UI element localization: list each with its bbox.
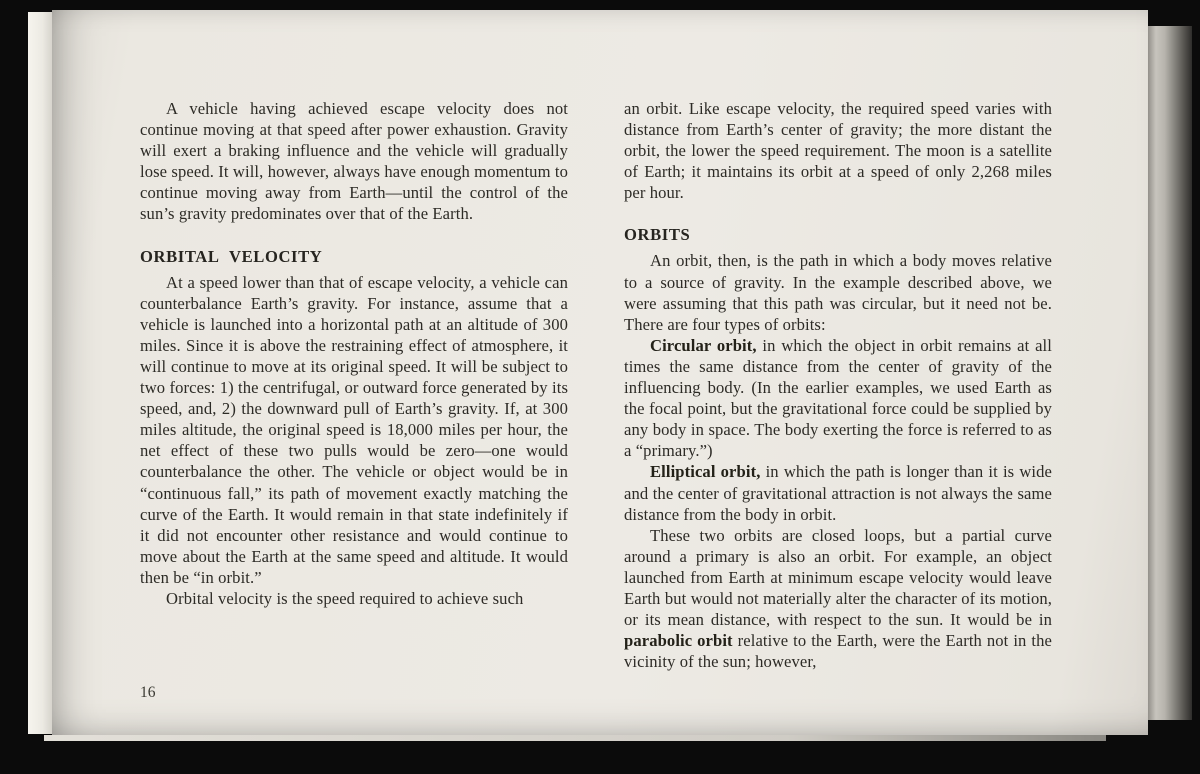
- right-column: [624, 98, 1052, 672]
- paragraph-text: At a speed lower than that of escape velocity, a vehicle can counterbalance Earth’s gravity. For instance, assume that a vehicle is launched into a horizontal path at an altitude of 300 miles. Since it is above the restraining effect of atmosphere, it will continue to move at its original speed. It will be subject to two forces: 1) the centrifugal, or outward force generated by its speed, and, 2) the downward pull of Earth’s gravity. If, at 300 miles altitude, the original speed is 18,000 miles per hour, the net effect of these two pulls would be zero—one would counterbalance the other. The vehicle or object would be in “continuous fall,” its path of movement exactly matching the curve of the Earth. It would remain in that state indefinitely if it did not encounter other resistance and would continue to move about the Earth at the same speed and altitude. It would then be “in orbit.”: [140, 272, 568, 587]
- paragraph-text: an orbit. Like escape velocity, the required speed varies with distance from Earth’s center of gravity; the more distant the orbit, the lower the speed requirement. The moon is a satellite of Earth; it maintains its orbit at a speed of only 2,268 miles per hour.: [624, 99, 1052, 203]
- paragraph: [624, 250, 1052, 334]
- paragraph: [140, 272, 568, 588]
- heading-orbital-velocity: ORBITAL VELOCITY: [140, 246, 323, 266]
- paragraph-text: A vehicle having achieved escape velocity does not continue moving at that speed after power exhaustion. Gravity will exert a braking influence and the vehicle will gradually lose speed. It will, however, always have enough momentum to continue moving away from Earth—until the control of the sun’s gravity predominates over that of the Earth.: [140, 99, 568, 224]
- book-page: [52, 10, 1148, 735]
- heading-orbits: ORBITS: [624, 225, 691, 245]
- paragraph-text: relative to the Earth, were the Earth not in the vicinity of the sun; however,: [624, 631, 1052, 672]
- paragraph-text: These two orbits are closed loops, but a partial curve around a primary is also an orbit. For example, an object launched from Earth at minimum escape velocity would leave Earth but would not materially alter the character of its motion, or its mean distance, with respect to the sun. It would be in: [624, 525, 1052, 630]
- paragraph-text: in which the object in orbit remains at all times the same distance from the center of gravity of the influencing body. (In the earlier examples, we used Earth as the focal point, but the gravitational force could be supplied by any body in space. The body exerting the force is referred to as a “primary.”): [624, 335, 1052, 461]
- left-column: [140, 98, 568, 672]
- page-content: [140, 98, 1052, 672]
- bold-term-parabolic-orbit: parabolic orbit: [624, 631, 733, 651]
- paragraph-text: An orbit, then, is the path in which a body moves relative to a source of gravity. In the example described above, we were assuming that this path was circular, but it need not be. There are four types of orbits:: [624, 251, 1052, 334]
- paragraph: [140, 588, 568, 609]
- paragraph: [624, 525, 1052, 673]
- paragraph-text: in which the path is longer than it is wide and the center of gravitational attraction is not always the same distance from the body in orbit.: [624, 462, 1053, 524]
- bold-term-circular-orbit: Circular orbit,: [650, 335, 757, 355]
- paragraph-text: Orbital velocity is the speed required to achieve such: [166, 588, 524, 608]
- under-page-edge: [44, 735, 1106, 741]
- paragraph: [624, 98, 1052, 203]
- previous-page-edge: [28, 12, 54, 734]
- page-number: 16: [140, 684, 156, 701]
- page-stack-edge: [1148, 26, 1192, 720]
- bold-term-elliptical-orbit: Elliptical orbit,: [650, 462, 761, 482]
- paragraph: [624, 461, 1052, 524]
- paragraph: [624, 335, 1052, 462]
- paragraph: [140, 98, 568, 225]
